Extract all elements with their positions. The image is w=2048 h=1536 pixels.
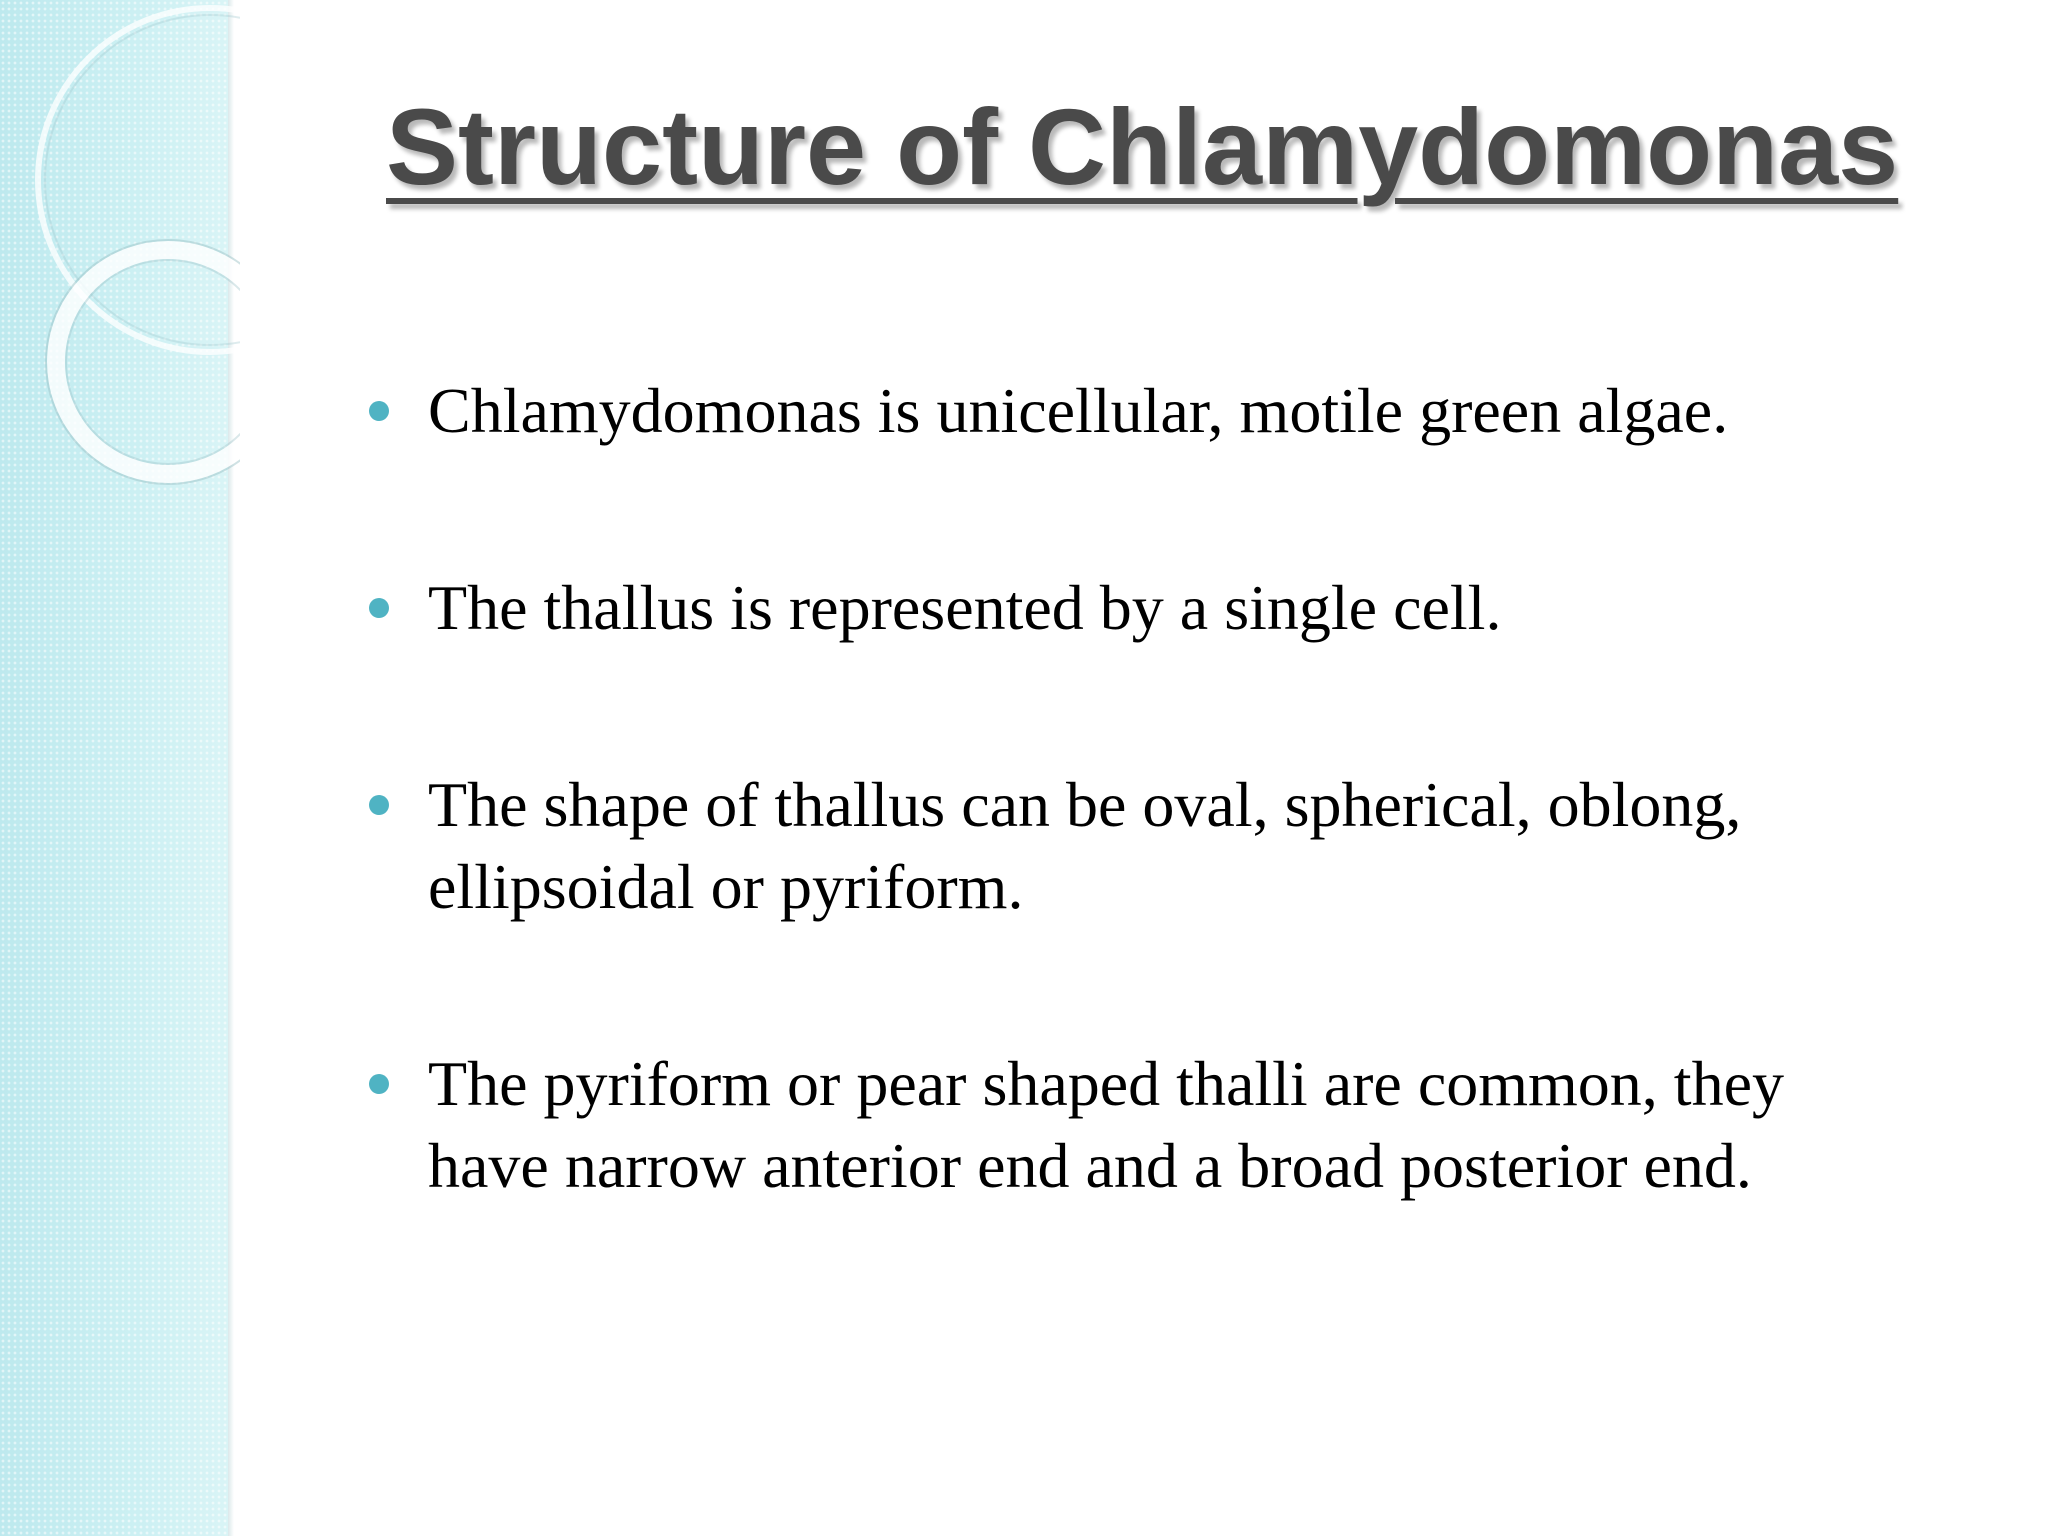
bullet-text: The thallus is represented by a single cell. <box>428 572 1502 643</box>
slide-title: Structure of Chlamydomonas <box>386 86 1899 207</box>
bullet-text: Chlamydomonas is unicellular, motile green algae. <box>428 375 1729 446</box>
bullet-item <box>358 370 1918 452</box>
bullet-item <box>358 764 1918 928</box>
bullet-item <box>358 1043 1918 1207</box>
bullet-list <box>358 370 1918 1207</box>
bullet-text: The pyriform or pear shaped thalli are common, they have narrow anterior end and a broad posterior end. <box>428 1048 1784 1201</box>
bullet-dot-icon <box>369 598 389 618</box>
bullet-dot-icon <box>369 795 389 815</box>
bullet-dot-icon <box>369 1074 389 1094</box>
decorative-rings-icon <box>0 0 240 520</box>
bullet-text: The shape of thallus can be oval, spherical, oblong, ellipsoidal or pyriform. <box>428 769 1742 922</box>
bullet-item <box>358 567 1918 649</box>
bullet-dot-icon <box>369 401 389 421</box>
